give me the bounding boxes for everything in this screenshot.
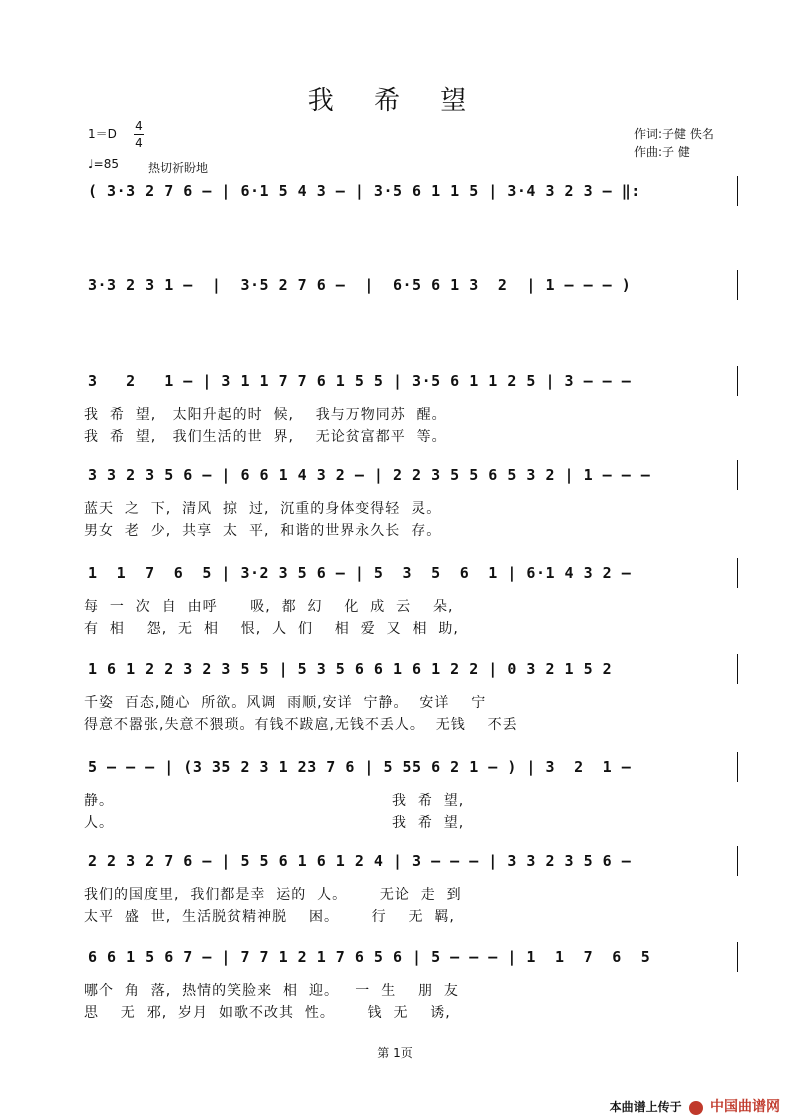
notation-row: 1 6 1 2 2 3 2 3 5 5 | 5 3 5 6 6 1 6 1 2 2 | 0 3 2 1 5 2 — [88, 660, 613, 678]
key-signature: 1＝D — [88, 127, 117, 141]
notation-row: 5 – – – | (3 35 2 3 1 23 7 6 | 5 55 6 2 1 – ) | 3 2 1 – — [88, 758, 632, 776]
barline-end — [737, 846, 738, 876]
lyric-line-verse-1: 蓝天 之 下, 清风 掠 过, 沉重的身体变得轻 灵。 — [84, 501, 442, 517]
notation-row: 6 6 1 5 6 7 – | 7 7 1 2 1 7 6 5 6 | 5 – – – | 1 1 7 6 5 — [88, 948, 651, 966]
lyric-line-verse-1: 我们的国度里, 我们都是幸 运的 人。 无论 走 到 — [84, 887, 462, 903]
barline-end — [737, 752, 738, 782]
lyric-line-verse-2: 思 无 邪, 岁月 如歌不改其 性。 钱 无 诱, — [84, 1005, 451, 1021]
tempo-marking: ♩=85 — [88, 157, 119, 171]
barline-end — [737, 460, 738, 490]
notation-row: 3 2 1 – | 3 1 1 7 7 6 1 5 5 | 3·5 6 1 1 2 5 | 3 – – – — [88, 372, 632, 390]
barline-end — [737, 942, 738, 972]
lyric-line-verse-1: 我 希 望, 太阳升起的时 候, 我与万物同苏 醒。 — [84, 407, 447, 423]
page-number: 第 1页 — [377, 1046, 413, 1060]
lyric-line-verse-1: 哪个 角 落, 热情的笑脸来 相 迎。 一 生 朋 友 — [84, 983, 459, 999]
notation-row: 1 1 7 6 5 | 3·2 3 5 6 – | 5 3 5 6 1 | 6·1 4 3 2 – — [88, 564, 632, 582]
site-logo-icon — [689, 1101, 703, 1115]
lyric-line-verse-2: 有 相 怨, 无 相 恨, 人 们 相 爱 又 相 助, — [84, 621, 459, 637]
lyric-line-verse-2: 人。 我 希 望, — [84, 815, 465, 831]
notation-row: 3 3 2 3 5 6 – | 6 6 1 4 3 2 – | 2 2 3 5 5 6 5 3 2 | 1 – – – — [88, 466, 651, 484]
barline-end — [737, 366, 738, 396]
lyric-line-verse-1: 每 一 次 自 由呼 吸, 都 幻 化 成 云 朵, — [84, 599, 454, 615]
notation-row: 3·3 2 3 1 – | 3·5 2 7 6 – | 6·5 6 1 3 2 | 1 – – – ) — [88, 276, 632, 294]
notation-row: ( 3·3 2 7 6 – | 6·1 5 4 3 – | 3·5 6 1 1 5 | 3·4 3 2 3 – ‖: — [88, 182, 641, 200]
barline-end — [737, 654, 738, 684]
lyric-line-verse-2: 太平 盛 世, 生活脱贫精神脱 困。 行 无 羁, — [84, 909, 455, 925]
time-signature: 4 4 — [135, 119, 143, 150]
lyric-line-verse-2: 男女 老 少, 共享 太 平, 和谐的世界永久长 存。 — [84, 523, 442, 539]
expression-marking: 热切祈盼地 — [148, 161, 209, 175]
page-title: 我 希 望 — [307, 86, 483, 116]
barline-end — [737, 558, 738, 588]
lyricist-credit: 作词:子健 佚名 — [634, 127, 714, 141]
lyric-line-verse-2: 我 希 望, 我们生活的世 界, 无论贫富都平 等。 — [84, 429, 447, 445]
notation-row: 2 2 3 2 7 6 – | 5 5 6 1 6 1 2 4 | 3 – – – | 3 3 2 3 5 6 – — [88, 852, 632, 870]
lyric-line-verse-1: 静。 我 希 望, — [84, 793, 465, 809]
barline-end — [737, 176, 738, 206]
barline-end — [737, 270, 738, 300]
upload-credit: 本曲谱上传于 中国曲谱网 — [609, 1099, 780, 1115]
lyric-line-verse-1: 千姿 百态,随心 所欲。风调 雨顺,安详 宁静。 安详 宁 — [84, 695, 487, 711]
composer-credit: 作曲:子 健 — [634, 145, 690, 159]
lyric-line-verse-2: 得意不嚣张,失意不猥琐。有钱不跋扈,无钱不丢人。 无钱 不丢 — [84, 717, 518, 733]
